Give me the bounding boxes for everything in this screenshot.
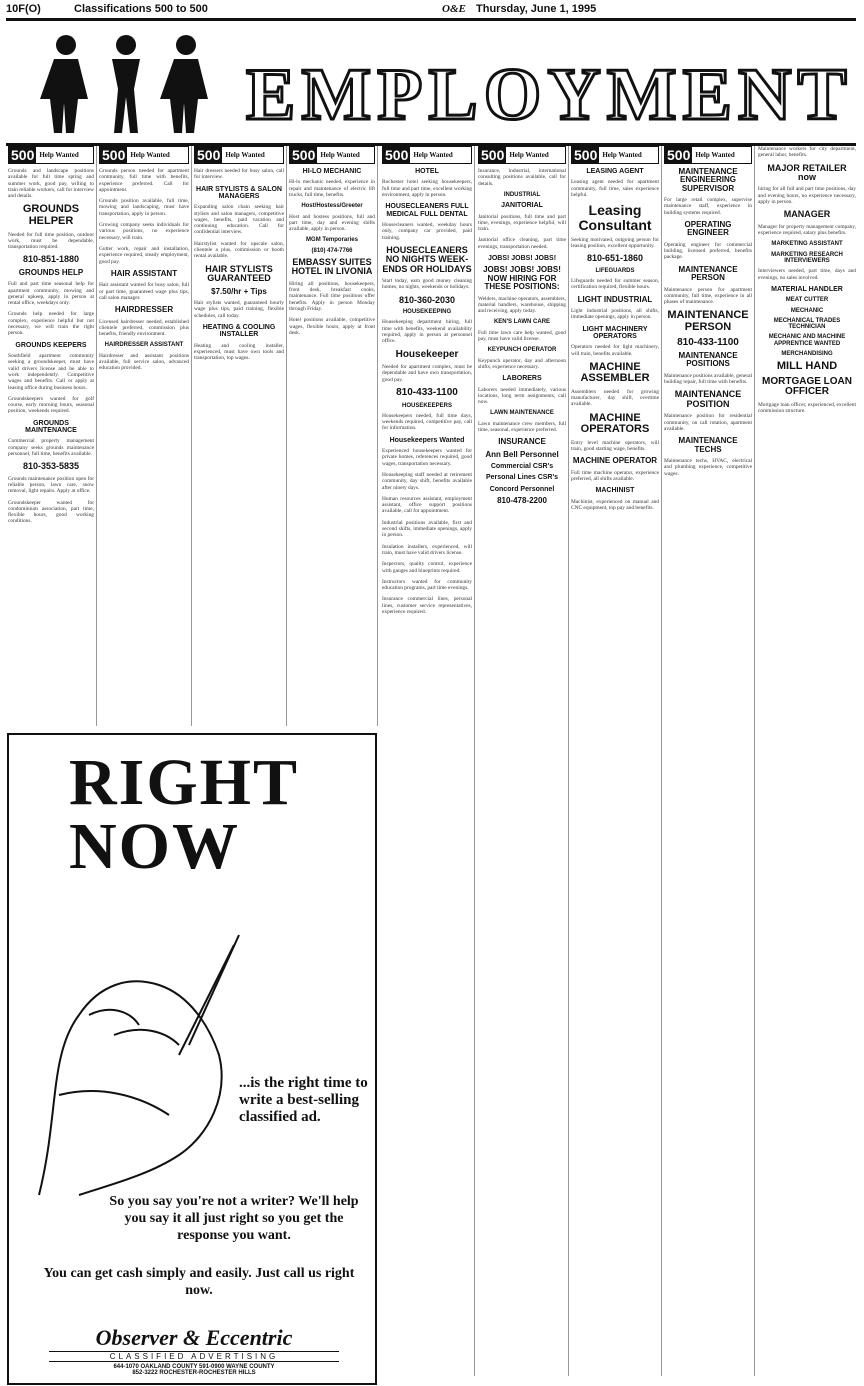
listing-phone: 810-478-2200	[497, 496, 547, 506]
issue-date: Thursday, June 1, 1995	[476, 3, 597, 15]
classified-column-7: 500 Help Wanted LEASING AGENT Leasing agent needed for apartment community, full time, sales experience helpful. Leasing Consultant Seeking motivated, outgoing person for leasing position, excellent opportunity. 810-651-1860 LIFEGUARDS Lifeguards needed for summer season, certification required, flexible hours. LIGHT INDUSTRIAL Light industrial positions, all shifts, immediate openings, apply in person. LIGHT MACHINERY OPERATORS Operators needed for light machinery, will train, benefits available. MACHINE ASSEMBLER Assemblers needed for growing manufacturer, day shift, overtime available. MACHINE OPERATORS Entry level machine operators, will train, good starting wage, benefits. MACHINE OPERATOR Full time machine operator, experience preferred, all shifts available. MACHINIST Machinist, experienced on manual and CNC equipment, top pay and benefits.	[569, 146, 662, 1376]
listing-headline: HAIR STYLISTS & SALON MANAGERS	[196, 185, 282, 200]
banner-title: EMPLOYMENT	[246, 54, 853, 136]
section-header: 500 Help Wanted	[99, 146, 189, 164]
listing-headline: INSURANCE	[498, 437, 546, 447]
masthead	[0, 0, 864, 16]
listing-headline: HAIRDRESSER	[114, 305, 174, 315]
listing-phone: 810-433-1100	[396, 387, 458, 399]
right-now-display-ad	[7, 733, 377, 1385]
classified-column-4: 500 Help Wanted HI-LO MECHANIC Hi-lo mechanic needed, experience in repair and maintenance of electric lift trucks, full time, benefits. Host/Hostess/Greeter Host and hostess positions, full and part time, day and evening shifts available, apply in person. MGM Temporaries (810) 474-7766 EMBASSY SUITES HOTEL IN LIVONIA Hiring all positions, housekeepers, front desk, breakfast cooks, maintenance. Full time positions offer benefits. Apply in person Monday through Friday. Hotel positions available, competitive wages, flexible hours, apply at front desk.	[287, 146, 378, 726]
employment-banner	[6, 18, 856, 146]
listing-headline: MAINTENANCE PERSON	[667, 309, 749, 333]
listing-headline: GROUNDS MAINTENANCE	[25, 419, 77, 435]
listing-headline: HI-LO MECHANIC	[302, 168, 362, 175]
listing-headline: Host/Hostess/Greeter	[301, 203, 363, 210]
listing-headline: MGM Temporaries	[306, 237, 358, 244]
classified-column-3: 500 Help Wanted Hair dressers needed for busy salon, call for interview. HAIR STYLISTS & SALON MANAGERS Expanding salon chain seeking hair stylists and salon managers, competitive wages, benefits, paid vacation and continuing education. Call for confidential interview. Hairstylist wanted for upscale salon, clientele a plus, commission or booth rental available. HAIR STYLISTS GUARANTEED $7.50/hr + Tips Hair stylists wanted, guaranteed hourly wage plus tips, paid training, flexible schedules, call today. HEATING & COOLING INSTALLER Heating and cooling installer, experienced, must have own tools and transportation, top wages.	[192, 146, 287, 726]
worker-figures-icon	[26, 27, 236, 135]
listing-headline: LIFEGUARDS	[595, 267, 635, 274]
section-header: 500 Help Wanted	[478, 146, 566, 164]
listing-headline: MACHINE ASSEMBLER	[580, 360, 650, 385]
listing-headline: MAINTENANCE ENGINEERING SUPERVISOR	[678, 167, 738, 193]
section-header: 500 Help Wanted	[571, 146, 659, 164]
listing-phone: 810-360-2030	[398, 294, 456, 305]
listing-headline: LAWN MAINTENANCE	[490, 410, 554, 417]
listing-headline: GROUNDS HELPER	[22, 203, 80, 228]
listing-headline: JOBS! JOBS! JOBS!	[487, 255, 557, 263]
listing-headline: Ann Bell Personnel	[485, 449, 559, 459]
listing-headline: KEYPUNCH OPERATOR	[487, 347, 557, 354]
listing-headline: HOUSEKEEPERS	[401, 402, 452, 409]
listing-headline: MACHINE OPERATORS	[580, 411, 650, 436]
listing-headline: $7.50/hr + Tips	[211, 286, 267, 296]
listing-headline: MORTGAGE LOAN OFFICER	[762, 375, 852, 398]
ad-tagline-1: ...is the right time to write a best-selling classified ad.	[239, 1075, 368, 1125]
listing-headline: Concord Personnel	[489, 485, 555, 493]
listing-phone: (810) 474-7766	[311, 247, 353, 254]
listing-headline: Leasing Consultant	[578, 202, 652, 233]
listing-headline: MAJOR RETAILER now	[767, 162, 847, 183]
listing-phone: 810-433-1100	[677, 336, 739, 348]
listing-headline: JANITORIAL	[501, 202, 543, 210]
listing-headline: HAIR STYLISTS GUARANTEED	[205, 263, 273, 284]
listing-headline: HAIR ASSISTANT	[110, 268, 178, 278]
listing-headline: MACHINIST	[595, 487, 635, 495]
listing-headline: MECHANICAL TRADES TECHNICIAN	[773, 317, 841, 331]
section-header: 500 Help Wanted	[8, 146, 94, 164]
listing-headline: HEATING & COOLING INSTALLER	[202, 323, 276, 339]
listing-headline: HOUSECLEANERS FULL MEDICAL FULL DENTAL	[385, 203, 469, 218]
listing-headline: LIGHT INDUSTRIAL	[577, 294, 653, 304]
classified-column-8: 500 Help Wanted MAINTENANCE ENGINEERING SUPERVISOR For large retail complex, supervise maintenance staff, experience in building systems required. OPERATING ENGINEER Operating engineer for commercial building, licensed preferred, benefits package. MAINTENANCE PERSON Maintenance person for apartment community, full time, experience in all phases of maintenance. MAINTENANCE PERSON 810-433-1100 MAINTENANCE POSITIONS Maintenance positions available, general building repair, full time with benefits. MAINTENANCE POSITION Maintenance position for residential community, on call rotation, apartment available. MAINTENANCE TECHS Maintenance techs, HVAC, electrical and plumbing experience, competitive wages.	[662, 146, 755, 1376]
listing-headline: MANAGER	[783, 209, 831, 220]
listing-headline: MAINTENANCE POSITION	[674, 389, 742, 409]
listing-headline: Personal Lines CSR's	[485, 474, 559, 482]
listing-headline: Commercial CSR's	[490, 463, 554, 471]
listing-headline: MILL HAND	[776, 360, 838, 373]
listing-headline: HOUSEKEEPING	[402, 309, 452, 316]
listing-headline: LIGHT MACHINERY OPERATORS	[582, 325, 648, 340]
listing-headline: HAIRDRESSER ASSISTANT	[104, 342, 184, 349]
ad-headline: RIGHT NOW	[69, 746, 298, 883]
hand-writing-illustration-icon	[19, 895, 249, 1205]
listing-phone: 810-651-1860	[586, 253, 644, 264]
listing-headline: MERCHANDISING	[781, 351, 833, 357]
section-header: 500 Help Wanted	[194, 146, 284, 164]
listing-headline: MAINTENANCE TECHS	[678, 436, 738, 454]
listing-headline: MATERIAL HANDLER	[771, 285, 843, 293]
listing-headline: KEN'S LAWN CARE	[493, 319, 551, 326]
listing-phone: 810-851-1880	[22, 254, 80, 265]
listing-headline: Housekeeper	[395, 348, 459, 360]
listing-headline: INDUSTRIAL	[503, 191, 541, 198]
listing-headline: MECHANIC	[790, 307, 824, 314]
listing-headline: LEASING AGENT	[586, 168, 644, 175]
classified-column-9: Maintenance workers for city department, general labor, benefits. MAJOR RETAILER now hiring for all full and part time positions, day and evening hours, no experience necessary, apply in person. MANAGER Manager for property management company, experience required, salary plus benefits. MARKETING ASSISTANT MARKETING RESEARCH INTERVIEWERS Interviewers needed, part time, days and evenings, no sales involved. MATERIAL HANDLER MEAT CUTTER MECHANIC MECHANICAL TRADES TECHNICIAN MECHANIC AND MACHINE APPRENTICE WANTED MERCHANDISING MILL HAND MORTGAGE LOAN OFFICER Mortgage loan officer, experienced, excellent commission structure.	[758, 146, 856, 415]
listing-headline: MARKETING ASSISTANT	[771, 241, 843, 248]
listing-headline: MACHINE OPERATOR	[572, 456, 658, 466]
observer-eccentric-logo: Observer & Eccentric CLASSIFIED ADVERTISING 644-1070 OAKLAND COUNTY 591-0900 WAYNE COUNTY 852-3222 ROCHESTER-ROCHESTER HILLS	[49, 1325, 339, 1376]
listing-headline: HOTEL	[415, 168, 439, 175]
listing-headline: GROUNDS HELP	[18, 267, 84, 277]
section-header: 500 Help Wanted	[664, 146, 752, 164]
listing-phone: 810-353-5835	[22, 461, 80, 472]
listing-headline: Housekeepers Wanted	[389, 436, 465, 444]
listing-headline: LABORERS	[502, 375, 542, 383]
ad-tagline-3: You can get cash simply and easily. Just call us right now.	[43, 1266, 355, 1298]
listing-headline: OPERATING ENGINEER	[684, 220, 732, 238]
listing-headline: MAINTENANCE PERSON	[678, 264, 738, 283]
classified-column-2: 500 Help Wanted Grounds person needed for apartment community, full time with benefits, experience preferred. Call for appointment. Grounds position available, full time, mowing and landscaping, must have transportation, apply in person. Growing company seeks individuals for various positions, no experience necessary, will train. Gutter work, repair and installation, experience required, steady employment, good pay. HAIR ASSISTANT Hair assistant wanted for busy salon, full or part time, guaranteed wage plus tips, call salon manager. HAIRDRESSER Licensed hairdresser needed, established clientele preferred, commission plus benefits, friendly environment. HAIRDRESSER ASSISTANT Hairdresser and assistant positions available, full service salon, advanced education provided.	[97, 146, 192, 726]
listing-headline: MECHANIC AND MACHINE APPRENTICE WANTED	[768, 334, 846, 347]
ad-tagline-2: So you say you're not a writer? We'll help you say it all just right so you get the response you want.	[109, 1194, 359, 1243]
listing-headline: MARKETING RESEARCH INTERVIEWERS	[771, 251, 843, 264]
listing-headline: JOBS! JOBS! JOBS! NOW HIRING FOR THESE POSITIONS:	[483, 265, 561, 292]
page-number: 10F(O)	[6, 3, 41, 15]
section-header: 500 Help Wanted	[382, 146, 472, 164]
classified-column-1: 500 Help Wanted Grounds and landscape positions available for full time spring and summer work, good pay, willing to train reliable workers, call for interview and details. GROUNDS HELPER Needed for full time position, outdoor work, must be dependable, transportation required. 810-851-1880 GROUNDS HELP Full and part time seasonal help for apartment community, mowing and general upkeep, apply in person at rental office, weekdays only. Grounds help needed for large complex, experience helpful but not necessary, we will train the right person. GROUNDS KEEPERS Southfield apartment community seeking a groundskeeper, must have valid drivers license and be able to work independently. Competitive wages and benefits. Call or apply at leasing office during business hours. Groundskeepers wanted for golf course, early morning hours, seasonal position, weekends required. GROUNDS MAINTENANCE Commercial property management company seeks grounds maintenance personnel, full time, benefits available. 810-353-5835 Grounds maintenance position open for reliable person, lawn care, snow removal, light repairs. Apply at office. Groundskeeper wanted for condominium association, part time, flexible hours, good working conditions.	[6, 146, 97, 726]
listing-headline: MAINTENANCE POSITIONS	[678, 351, 738, 369]
listing-headline: GROUNDS KEEPERS	[15, 341, 87, 349]
listing-headline: MEAT CUTTER	[785, 297, 829, 304]
section-range: Classifications 500 to 500	[74, 3, 208, 15]
listing-headline: EMBASSY SUITES HOTEL IN LIVONIA	[291, 257, 373, 277]
paper-name: O&E	[442, 3, 466, 15]
listing-headline: HOUSECLEANERS NO NIGHTS WEEK-ENDS OR HOLIDAYS	[382, 244, 472, 274]
classified-column-5: 500 Help Wanted HOTEL Rochester hotel seeking housekeepers, full time and part time, excellent working environment, apply in person. HOUSECLEANERS FULL MEDICAL FULL DENTAL Housecleaners wanted, weekday hours only, company car provided, paid training. HOUSECLEANERS NO NIGHTS WEEK-ENDS OR HOLIDAYS Start today, earn good money cleaning homes, no nights, weekends or holidays. 810-360-2030 HOUSEKEEPING Housekeeping department hiring, full time with benefits, weekend availability required, apply in person at personnel office. Housekeeper Needed for apartment complex, must be dependable and have own transportation, good pay. 810-433-1100 HOUSEKEEPERS Housekeepers needed, full time days, weekends required, competitive pay, call for information. Housekeepers Wanted Experienced housekeepers wanted for private homes, references required, good wages, transportation necessary. Housekeeping staff needed at retirement community, day shift, benefits available after ninety days. Human resources assistant, employment assistant, office support positions available, call for appointment. Industrial positions available, first and second shifts, immediate openings, apply in person. Insulation installers, experienced, will train, must have valid drivers license. Inspectors, quality control, experience with gauges and blueprints required. Instructors wanted for community education programs, part time evenings. Insurance commercial lines, personal lines, customer service representatives, experience required.	[380, 146, 475, 1376]
classified-column-6: 500 Help Wanted Insurance, industrial, international consulting positions available, call for details. INDUSTRIAL JANITORIAL Janitorial positions, full time and part time, evenings, experience helpful, will train. Janitorial office cleaning, part time evenings, transportation needed. JOBS! JOBS! JOBS! JOBS! JOBS! JOBS! NOW HIRING FOR THESE POSITIONS: Welders, machine operators, assemblers, material handlers, warehouse, shipping and receiving, apply today. KEN'S LAWN CARE Full time lawn care help wanted, good pay, must have valid license. KEYPUNCH OPERATOR Keypunch operator, day and afternoon shifts, experience necessary. LABORERS Laborers needed immediately, various locations, long term assignments, call now. LAWN MAINTENANCE Lawn maintenance crew members, full time, seasonal, experience preferred. INSURANCE Ann Bell Personnel Commercial CSR's Personal Lines CSR's Concord Personnel 810-478-2200	[476, 146, 569, 1376]
section-header: 500 Help Wanted	[289, 146, 375, 164]
